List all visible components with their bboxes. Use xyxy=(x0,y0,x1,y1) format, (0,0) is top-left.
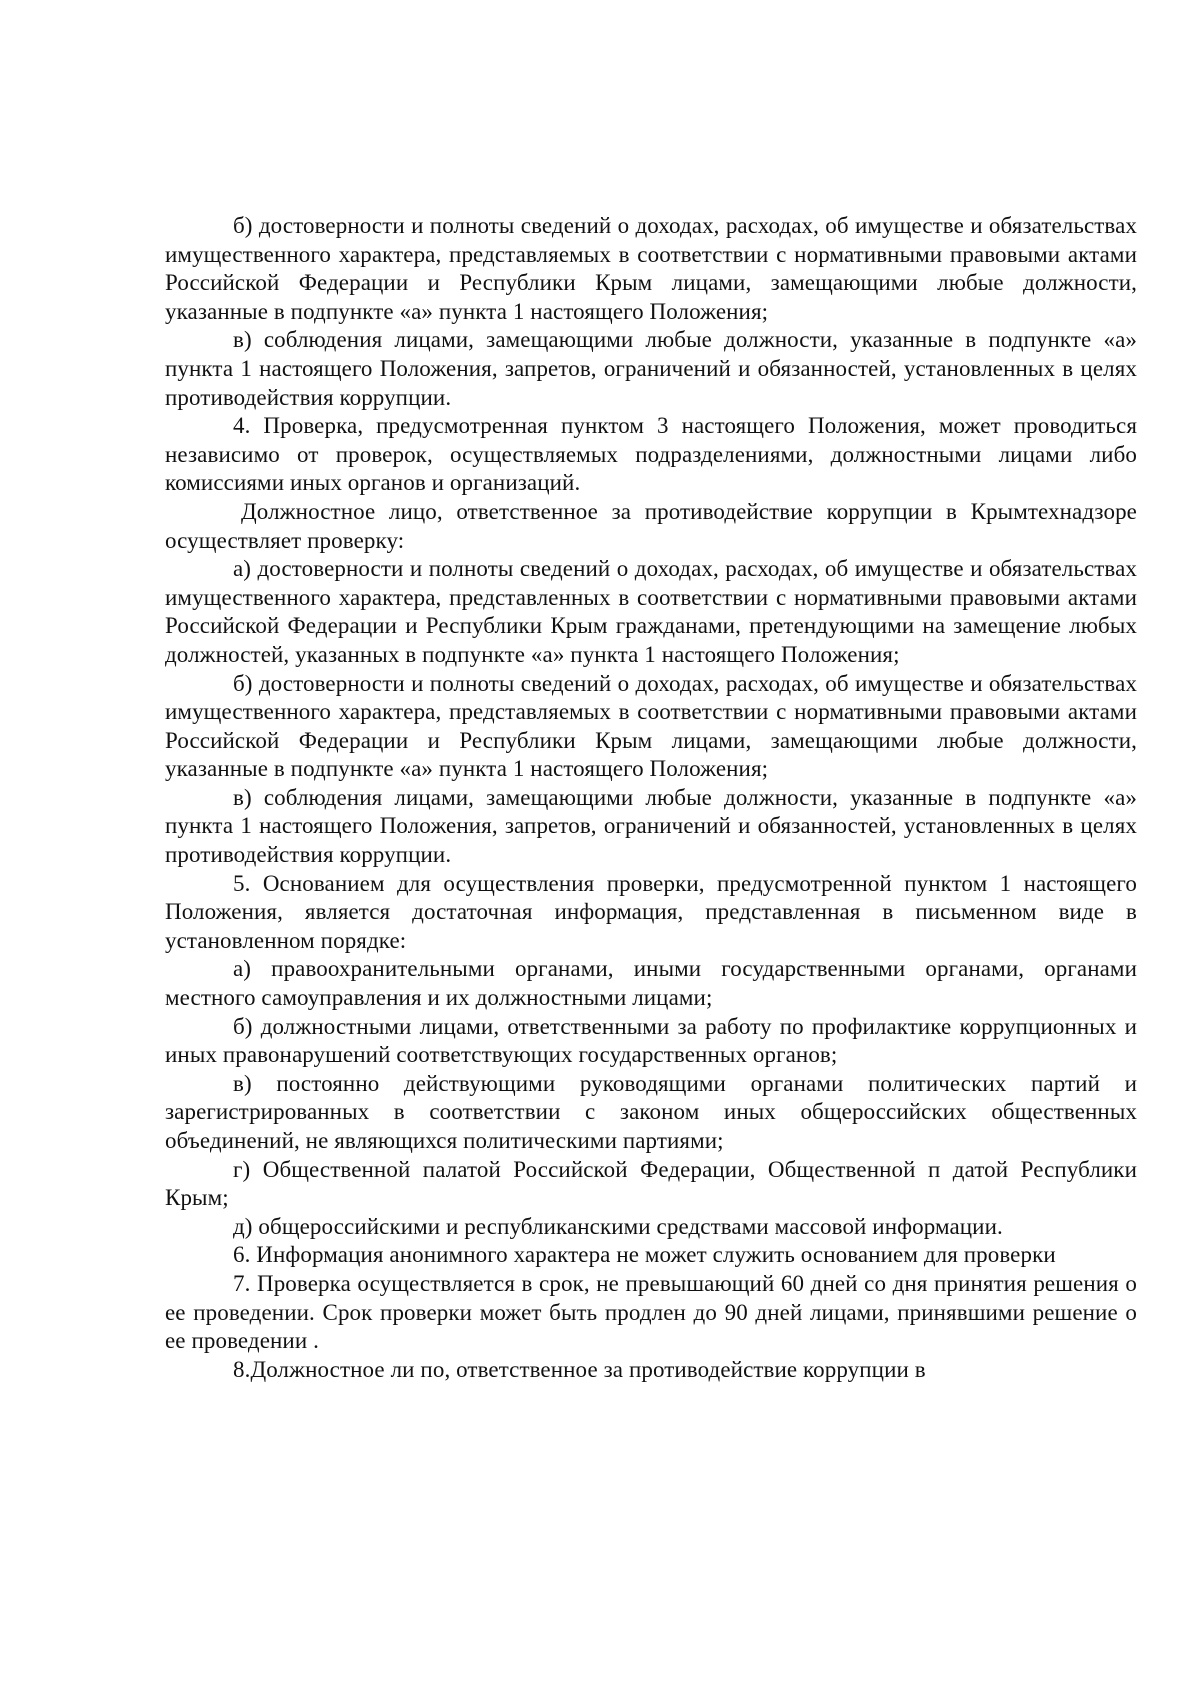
paragraph-b-officials: б) должностными лицами, ответственными за работу по профилактике коррупционных и иных правонарушений соответствующих государственных органов; xyxy=(165,1013,1137,1068)
paragraph-v-compliance-2: в) соблюдения лицами, замещающими любые должности, указанные в подпункте «а» пункта 1 настоящего Положения, запретов, ограничений и обязанностей, установленных в целях противодействия коррупции. xyxy=(165,784,1137,868)
paragraph-v-compliance: в) соблюдения лицами, замещающими любые должности, указанные в подпункте «а» пункта 1 настоящего Положения, запретов, ограничений и обязанностей, установленных в целях противодействия коррупции. xyxy=(165,327,1137,410)
paragraph-g-public-chamber: г) Общественной палатой Российской Федерации, Общественной п датой Республики Крым; xyxy=(165,1156,1137,1211)
document-body xyxy=(165,212,1137,1384)
paragraph-8-official: 8.Должностное ли по, ответственное за противодействие коррупции в xyxy=(233,1356,926,1382)
paragraph-a-citizens: а) достоверности и полноты сведений о доходах, расходах, об имуществе и обязательствах имущественного характера, представленных в соответствии с нормативными правовыми актами Российской Федерации и Республики Крым гражданами, претендующими на замещение любых должностей, указанных в подпункте «а» пункта 1 настоящего Положения; xyxy=(165,556,1137,667)
paragraph-6-anonymous: 6. Информация анонимного характера не может служить основанием для проверки xyxy=(233,1242,1056,1268)
paragraph-d-media: д) общероссийскими и республиканскими средствами массовой информации. xyxy=(233,1213,1003,1239)
paragraph-b-reliability-persons-2: б) достоверности и полноты сведений о доходах, расходах, об имуществе и обязательствах имущественного характера, представляемых в соответствии с нормативными правовыми актами Российской Федерации и Республики Крым лицами, замещающими любые должности, указанные в подпункте «а» пункта 1 настоящего Положения; xyxy=(165,670,1137,782)
paragraph-official-performs-check: Должностное лицо, ответственное за противодействие коррупции в Крымтехнадзоре осуществляет проверку: xyxy=(165,498,1137,553)
paragraph-5-grounds: 5. Основанием для осуществления проверки, предусмотренной пунктом 1 настоящего Положения, является достаточная информация, представленная в письменном виде в установленном порядке: xyxy=(165,870,1137,953)
paragraph-b-reliability-persons: б) достоверности и полноты сведений о доходах, расходах, об имуществе и обязательствах имущественного характера, представляемых в соответствии с нормативными правовыми актами Российской Федерации и Республики Крым лицами, замещающими любые должности, указанные в подпункте «а» пункта 1 настоящего Положения; xyxy=(165,213,1137,324)
paragraph-v-parties: в) постоянно действующими руководящими органами политических партий и зарегистрированных в соответствии с законом иных общероссийских общественных объединений, не являющихся политическими партиями; xyxy=(165,1070,1137,1153)
paragraph-4-independent-check: 4. Проверка, предусмотренная пунктом 3 настоящего Положения, может проводиться независимо от проверок, осуществляемых подразделениями, должностными лицами либо комиссиями иных органов и организаций. xyxy=(165,413,1137,496)
paragraph-a-law-enforcement: а) правоохранительными органами, иными государственными органами, органами местного самоуправления и их должностными лицами; xyxy=(165,956,1137,1011)
paragraph-7-term: 7. Проверка осуществляется в срок, не превышающий 60 дней со дня принятия решения о ее проведении. Срок проверки может быть продлен до 90 дней лицами, принявшими решение о ее проведении . xyxy=(165,1270,1137,1354)
